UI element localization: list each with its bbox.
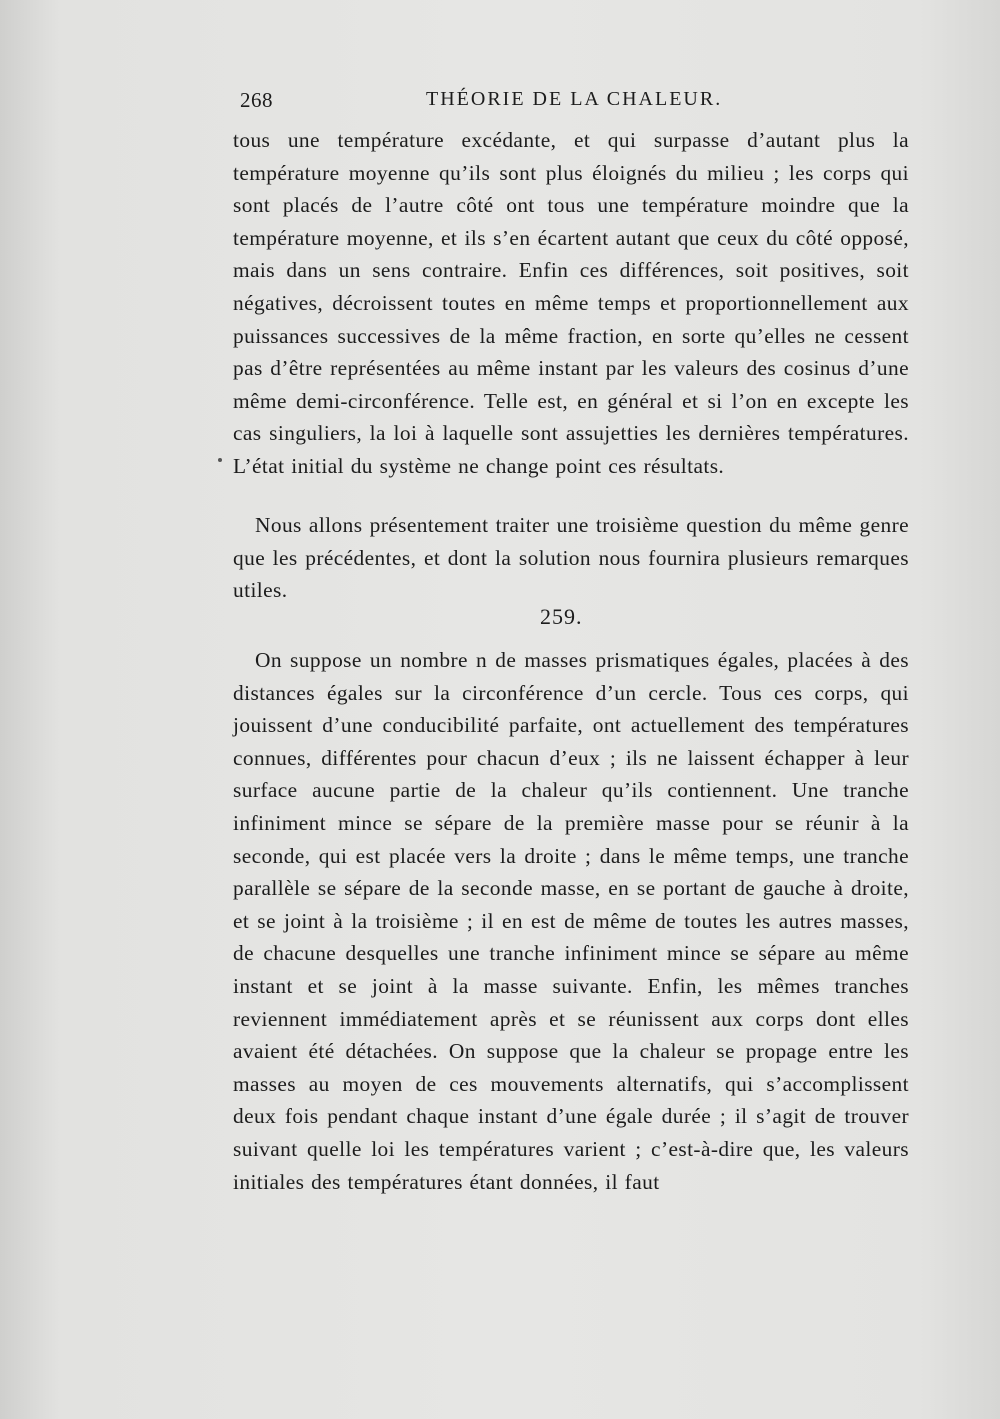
section-number: 259. (540, 604, 583, 629)
paragraph-transition: Nous allons présentement traiter une troisième question du même genre que les précédentes, et dont la solution nous fournira plusieurs remarques utiles. (233, 513, 909, 603)
page-header (236, 88, 904, 116)
text-block-section (233, 644, 909, 1198)
text-block-continued (233, 124, 909, 483)
page-number: 268 (240, 88, 273, 112)
running-title: THÉORIE DE LA CHALEUR. (426, 88, 723, 110)
text-block-transition (233, 509, 909, 607)
paragraph-continued: tous une température excédante, et qui surpasse d’autant plus la température moyenne qu’ils sont plus éloignés du milieu ; les corps qui sont placés de l’autre côté ont tous une température moindre que la température moyenne, et ils s’en écartent autant que ceux du côté opposé, mais dans un sens contraire. Enfin ces différences, soit positives, soit négatives, décroissent toutes en même temps et proportionnellement aux puissances successives de la même fraction, en sorte qu’elles ne cessent pas d’être représentées au même instant par les valeurs des cosinus d’une même demi-circonférence. Telle est, en général et si l’on en excepte les cas singuliers, la loi à laquelle sont assujetties les dernières températures. L’état initial du système ne change point ces résultats. (233, 128, 909, 478)
margin-mark (218, 458, 222, 462)
paragraph-section: On suppose un nombre n de masses prismatiques égales, placées à des distances égales sur la circonférence d’un cercle. Tous ces corps, qui jouissent d’une conducibilité parfaite, ont actuellement des températures connues, différentes pour chacun d’eux ; ils ne laissent échapper à leur surface aucune partie de la chaleur qu’ils contiennent. Une tranche infiniment mince se sépare de la première masse pour se réunir à la seconde, qui est placée vers la droite ; dans le même temps, une tranche parallèle se sépare de la seconde masse, en se portant de gauche à droite, et se joint à la troisième ; il en est de même de toutes les autres masses, de chacune desquelles une tranche infiniment mince se sépare au même instant et se joint à la masse suivante. Enfin, les mêmes tranches reviennent immédiatement après et se réunissent aux corps dont elles avaient été détachées. On suppose que la chaleur se propage entre les masses au moyen de ces mouvements alternatifs, qui s’accomplissent deux fois pendant chaque instant d’une égale durée ; il s’agit de trouver suivant quelle loi les températures varient ; c’est-à-dire que, les valeurs initiales des températures étant données, il faut (233, 648, 909, 1194)
